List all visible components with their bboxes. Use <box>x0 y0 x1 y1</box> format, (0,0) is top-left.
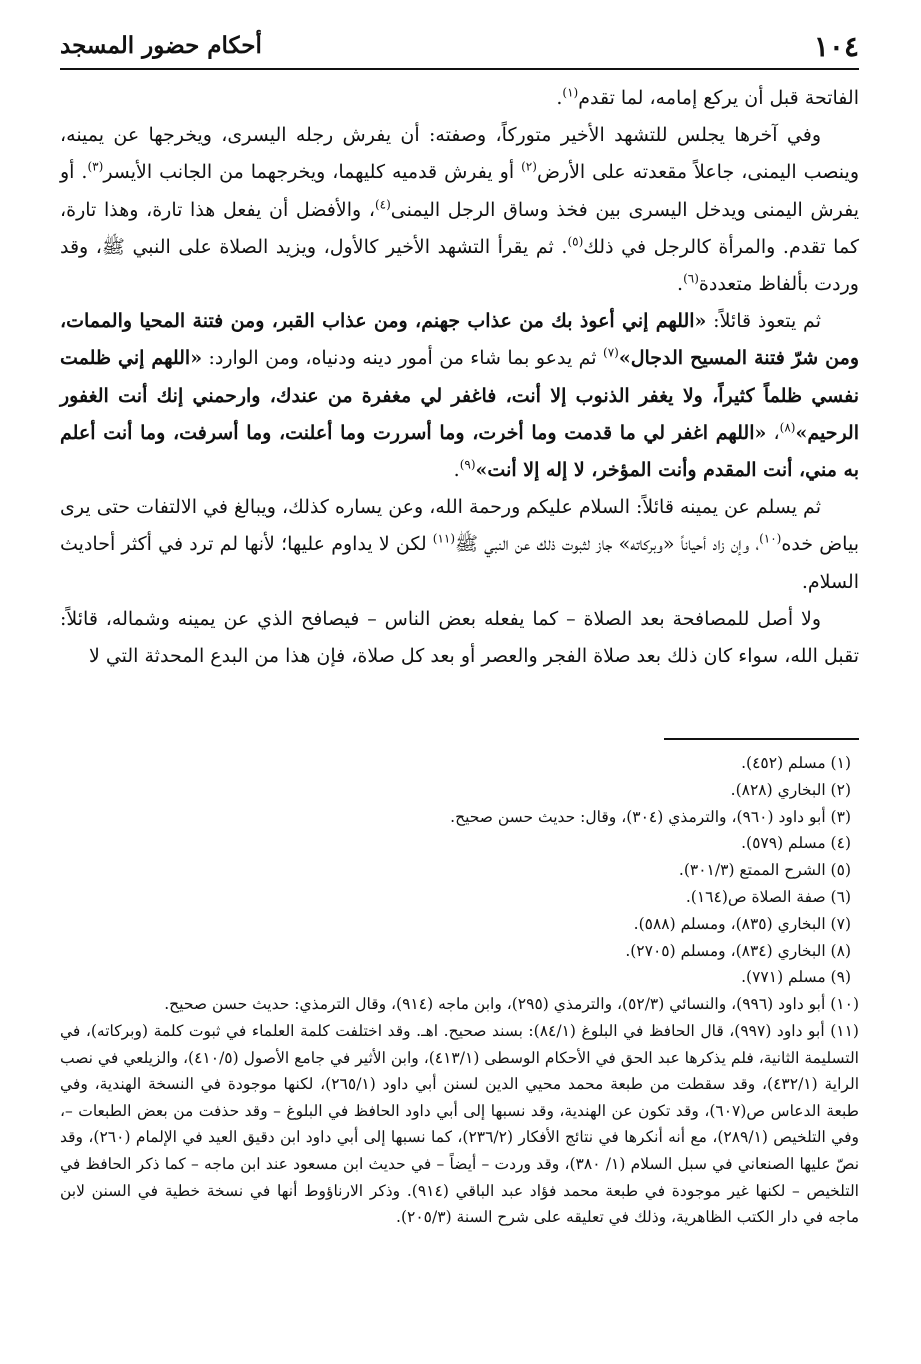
text-segment: ولا أصل للمصافحة بعد الصلاة – كما يفعله بعض الناس – فيصافح الذي عن يمينه وشماله، قائلاً: تقبل الله، سواء كان ذلك بعد صلاة الفجر والعصر أو بعد كل صلاة، فإن هذا من البدع المحدثة التي لا <box>60 607 859 668</box>
text-segment: . <box>453 459 460 482</box>
footnote-ref: (١٠) <box>759 532 782 547</box>
running-title: أحكام حضور المسجد <box>60 32 262 59</box>
text-segment: لكن لا يداوم عليها؛ لأنها لم ترد في أكثر أحاديث السلام. <box>60 533 859 593</box>
text-segment: أو يفرش قدميه كليهما، ويخرجهما من الجانب الأيسر <box>103 161 522 184</box>
footnote-ref: (٣) <box>87 160 104 175</box>
footnote-6: (٦) صفة الصلاة ص(١٦٤). <box>685 887 851 906</box>
footnote-7: (٧) البخاري (٨٣٥)، ومسلم (٥٨٨). <box>633 914 851 933</box>
footnote-9: (٩) مسلم (٧٧١). <box>741 968 851 987</box>
text-segment: . <box>677 273 684 296</box>
footnote-ref: (١١) <box>432 532 456 547</box>
text-segment: . <box>556 87 563 109</box>
hadith-quote: «اللهم اغفر لي ما قدمت وما أخرت، وما أسررت وما أعلنت، وما أسرفت، وما أنت أعلم به مني، أنت المقدم وأنت المؤخر، لا إله إلا أنت» <box>60 421 859 482</box>
footnote-ref: (٧) <box>603 346 619 361</box>
footnote-5: (٥) الشرح الممتع (٣٠١/٣). <box>678 861 851 880</box>
text-segment: . ثم يقرأ التشهد الأخير كالأول، ويزيد الصلاة على النبي ﷺ، وقد وردت بألفاظ متعددة <box>60 235 859 296</box>
text-segment: ، وإن زاد أحياناً «وبركاته» جاز لثبوت ذلك عن النبي ﷺ <box>455 533 760 556</box>
text-segment: . أو يفرش اليمنى ويدخل اليسرى بين فخذ وساق الرجل اليمنى <box>60 161 859 221</box>
footnote-ref: (٤) <box>374 197 391 212</box>
text-segment: وفي آخرها يجلس للتشهد الأخير متوركاً، وصفته: أن يفرش رجله اليسرى، ويخرجها عن يمينه، وينصب اليمنى، جاعلاً مقعدته على الأرض <box>60 124 859 184</box>
footnote-3: (٣) أبو داود (٩٦٠)، والترمذي (٣٠٤)، وقال: حديث حسن صحيح. <box>450 807 851 826</box>
footnote-ref: (٥) <box>567 234 584 249</box>
hadith-quote: «اللهم إني ظلمت نفسي ظلماً كثيراً، ولا يغفر الذنوب إلا أنت، فاغفر لي مغفرة من عندك، وارحمني إنك أنت الغفور الرحيم» <box>60 347 860 444</box>
text-segment: ، <box>766 421 780 444</box>
paragraph-5 <box>60 601 859 675</box>
paragraph-1 <box>60 80 859 117</box>
footnote-2: (٢) البخاري (٨٢٨). <box>730 780 851 799</box>
page-number: ١٠٤ <box>813 30 859 63</box>
footnotes <box>60 750 859 1231</box>
text-segment: ثم يدعو بما شاء من أمور دينه ودنياه، ومن الوارد: <box>202 347 603 370</box>
footnote-ref: (٨) <box>779 420 796 435</box>
text-segment: ثم يتعوذ قائلاً: <box>706 310 821 333</box>
footnote-11: (١١) أبو داود (٩٩٧)، قال الحافظ في البلوغ (٨٤/١): بسند صحيح. اهـ. وقد اختلفت كلمة العلماء في ثبوت كلمة (وبركاته)، في التسليمة الثانية، فلم يذكرها عبد الحق في الأحكام الوسطى (٤١٣/١)، وابن الأثير في جامع الأصول (٤١٠/٥)، والزيلعي في نصب الراية (٤٣٢/١)، وقد سقطت من طبعة محمد محيي الدين لسنن أبي داود (٢٦٥/١)، لكنها موجودة في النسخة الهندية، وفي طبعة الدعاس ص(٦٠٧)، وقد تكون عن الهندية، وقد نسبها إلى أبي داود الحافظ في البلوغ – وقد حذفت من بعض الطبعات –، وفي التلخيص (٢٨٩/١)، مع أنه أنكرها في نتائج الأفكار (٢٣٦/٢)، كما نسبها إلى أبي داود ابن دقيق العيد في الإلمام (٢٦٠)، وقد نصّ عليها الصنعاني في سبل السلام (١/ ٣٨٠)، وقد وردت – أيضاً – في حديث ابن مسعود عند ابن ماجه – كما ذكر الحافظ في التلخيص – لكنها غير موجودة في طبعة محمد فؤاد عبد الباقي (٩١٤). وذكر الارناؤوط أنها في نسخة خطية في السنن لابن ماجه في دار الكتب الظاهرية، وذلك في تعليقه على شرح السنة (٢٠٥/٣). <box>60 1021 860 1227</box>
footnote-ref: (٩) <box>459 457 476 472</box>
footnote-10: (١٠) أبو داود (٩٩٦)، والنسائي (٥٢/٣)، والترمذي (٢٩٥)، وابن ماجه (٩١٤)، وقال الترمذي: حديث حسن صحيح. <box>164 995 859 1014</box>
text-segment: الفاتحة قبل أن يركع إمامه، لما تقدم <box>578 87 859 109</box>
paragraph-2 <box>60 117 859 303</box>
footnote-1: (١) مسلم (٤٥٢). <box>741 754 851 772</box>
footnote-8: (٨) البخاري (٨٣٤)، ومسلم (٢٧٠٥). <box>625 941 851 960</box>
text-segment: ، والأفضل أن يفعل هذا تارة، وهذا تارة، كما تقدم. والمرأة كالرجل في ذلك <box>60 198 859 258</box>
main-text <box>60 80 859 675</box>
text-segment: ثم يسلم عن يمينه قائلاً: السلام عليكم ورحمة الله، وعن يساره كذلك، ويبالغ في الالتفات حتى يرى بياض خده <box>60 496 859 556</box>
footnote-4: (٤) مسلم (٥٧٩). <box>741 834 851 853</box>
paragraph-4 <box>60 489 859 601</box>
footnote-ref: (١) <box>562 85 579 100</box>
hadith-quote: «اللهم إني أعوذ بك من عذاب جهنم، ومن عذاب القبر، ومن فتنة المحيا والممات، ومن شرّ فتنة المسيح الدجال» <box>60 310 859 370</box>
page-header <box>60 28 859 70</box>
footnote-separator <box>664 738 859 740</box>
paragraph-3 <box>60 303 859 489</box>
footnote-ref: (٦) <box>683 271 699 286</box>
footnote-ref: (٢) <box>521 160 537 175</box>
